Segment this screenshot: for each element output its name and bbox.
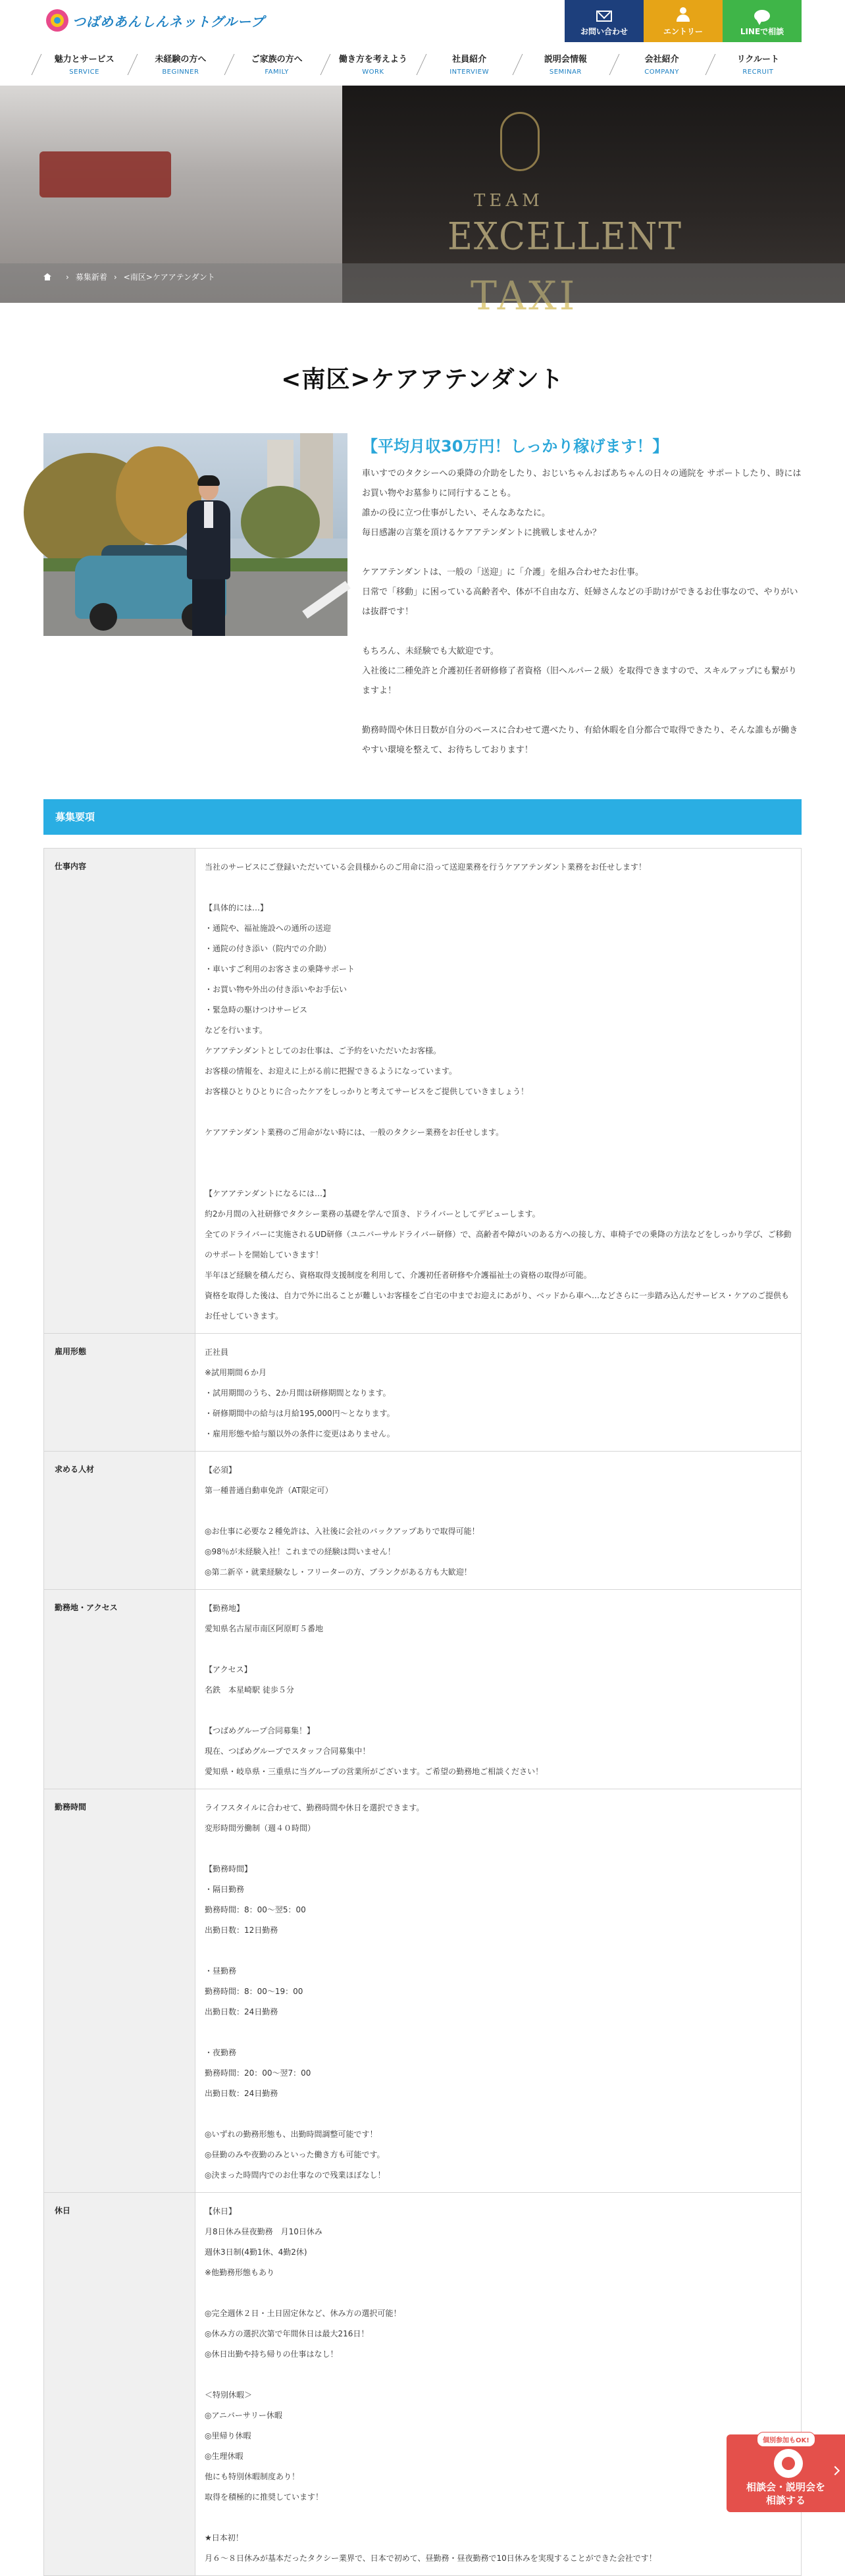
requirements-line: ケアアテンダントとしてのお仕事は、ご予約をいただいたお客様。 — [205, 1046, 442, 1055]
requirements-line: ◎98％が未経験入社！これまでの経験は問いません！ — [205, 1547, 396, 1556]
site-logo[interactable] — [46, 9, 265, 32]
breadcrumb-separator: › — [113, 272, 117, 282]
requirements-label: 勤務地・アクセス — [44, 1590, 195, 1789]
requirements-line: ◎昼勤のみや夜勤のみといった働き方も可能です。 — [205, 2150, 385, 2159]
nav-item-interview[interactable] — [421, 47, 517, 80]
breadcrumb-item[interactable]: 募集新着 — [75, 273, 107, 282]
requirements-line — [205, 2104, 792, 2124]
requirements-table-body — [44, 849, 802, 2576]
nav-label: ご家族の方へ — [251, 55, 303, 65]
breadcrumb — [43, 271, 215, 282]
nav-sublabel: RECRUIT — [742, 68, 774, 76]
requirements-line: 当社のサービスにご登録いただいている会員様からのご用命に沿って送迎業務を行うケアアテンダント業務をお任せします！ — [205, 862, 647, 872]
requirements-row — [44, 1334, 802, 1452]
requirements-line: ・研修期間中の給与は月給195,000円～となります。 — [205, 1409, 395, 1418]
nav-sublabel: SERVICE — [69, 68, 99, 76]
logo-text: つばめあんしんネットグループ — [72, 13, 265, 30]
contact-button-label: お問い合わせ — [580, 27, 628, 36]
cta-label — [727, 2481, 845, 2507]
requirements-line: ◎第二新卒・就業経験なし・フリーターの方、ブランクがある方も大歓迎！ — [205, 1567, 472, 1577]
requirements-line: 半年ほど経験を積んだら、資格取得支援制度を利用して、介護初任者研修や介護福祉士の資格の取得が可能。 — [205, 1271, 592, 1280]
requirements-line: 【つばめグループ合同募集！】 — [205, 1726, 315, 1735]
requirements-line: 【必須】 — [205, 1465, 237, 1475]
requirements-line: 【勤務地】 — [205, 1604, 245, 1613]
requirements-line: ◎決まった時間内でのお仕事なので残業ほぼなし！ — [205, 2170, 386, 2180]
requirements-line: ・昼勤務 — [205, 1966, 237, 1976]
requirements-line: 週休3日制(4勤1休、4勤2休) — [205, 2247, 307, 2257]
requirements-line: ◎アニバーサリー休暇 — [205, 2411, 282, 2420]
breadcrumb-current: <南区>ケアアテンダント — [123, 273, 215, 282]
logo-mark-icon — [46, 9, 68, 32]
requirements-line: ライフスタイルに合わせて、勤務時間や休日を選択できます。 — [205, 1803, 424, 1812]
intro-paragraph: 勤務時間や休日日数が自分のペースに合わせて選べたり、有給休暇を自分都合で取得できたり、そんな誰もが働きやすい環境を整えて、お待ちしております！ — [362, 725, 798, 755]
intro-paragraph: 車いすでのタクシーへの乗降の介助をしたり、おじいちゃんおばあちゃんの日々の通院を サポートしたり、時にはお買い物やお墓参りに同行することも。 — [362, 469, 802, 498]
nav-item-family[interactable] — [229, 47, 325, 80]
cta-label-line: 相談する — [765, 2494, 806, 2506]
global-nav — [36, 47, 806, 80]
requirements-line: 【具体的には…】 — [205, 903, 269, 912]
requirements-label: 仕事内容 — [44, 849, 195, 1334]
requirements-line: 現在、つばめグループでスタッフ合同募集中！ — [205, 1747, 371, 1756]
nav-label: 働き方を考えよう — [338, 55, 407, 65]
requirements-line: ◎休み方の選択次第で年間休日は最大216日！ — [205, 2329, 369, 2338]
consult-icon — [774, 2449, 803, 2478]
requirements-row — [44, 1452, 802, 1590]
requirements-value — [195, 1334, 802, 1452]
intro-paragraph — [362, 701, 802, 721]
requirements-line: 月６～８日休みが基本だったタクシー業界で、日本で初めて、昼勤務・昼夜勤務で10日休みを実現することができた会社です！ — [205, 2554, 657, 2563]
nav-label: 魅力とサービス — [54, 55, 115, 65]
nav-label: 社員紹介 — [452, 55, 487, 65]
requirements-label: 雇用形態 — [44, 1334, 195, 1452]
requirements-line: 取得を積極的に推奨しています！ — [205, 2492, 324, 2502]
intro-paragraph: もちろん、未経験でも大歓迎です。 — [362, 646, 499, 656]
requirements-line: ※試用期間６か月 — [205, 1368, 267, 1377]
requirements-line: 出勤日数：24日勤務 — [205, 2007, 278, 2016]
requirements-value — [195, 1789, 802, 2193]
requirements-line — [205, 878, 792, 898]
requirements-line: 愛知県・岐阜県・三重県に当グループの営業所がございます。ご希望の勤務地ご相談ください！ — [205, 1767, 544, 1776]
requirements-line: ◎完全週休２日・土日固定休など、休み方の選択可能！ — [205, 2309, 401, 2318]
requirements-line: ・試用期間のうち、2か月間は研修期間となります。 — [205, 1388, 391, 1398]
photo-tree — [241, 486, 320, 558]
requirements-line: ◎いずれの勤務形態も、出勤時間調整可能です！ — [205, 2130, 378, 2139]
requirements-row — [44, 1590, 802, 1789]
requirements-line: 変形時間労働制（週４０時間） — [205, 1824, 316, 1833]
driver-hair — [197, 475, 220, 486]
requirements-line — [205, 2022, 792, 2043]
requirements-line — [205, 1102, 792, 1122]
intro-paragraph: ケアアテンダントは、一般の「送迎」に「介護」を組み合わせたお仕事。 — [362, 567, 644, 577]
requirements-line: 他にも特別休暇制度あり！ — [205, 2472, 300, 2481]
requirements-label: 求める人材 — [44, 1452, 195, 1590]
nav-item-company[interactable] — [614, 47, 710, 80]
requirements-line — [205, 1501, 792, 1521]
requirements-line: ◎お仕事に必要な２種免許は、入社後に会社のバックアップありで取得可能！ — [205, 1527, 480, 1536]
requirements-value — [195, 1590, 802, 1789]
requirements-line: ・夜勤務 — [205, 2048, 237, 2057]
requirements-line: 【アクセス】 — [205, 1665, 252, 1674]
requirements-value — [195, 1452, 802, 1590]
requirements-line — [205, 2365, 792, 2385]
requirements-line: ・通院や、福祉施設への通所の送迎 — [205, 924, 331, 933]
requirements-label: 勤務時間 — [44, 1789, 195, 2193]
requirements-line: 出勤日数：12日勤務 — [205, 1926, 278, 1935]
cta-badge: 個別参加もOK! — [757, 2432, 815, 2447]
requirements-line: ・隔日勤務 — [205, 1885, 245, 1894]
requirements-line: ・お買い物や外出の付き添いやお手伝い — [205, 985, 347, 994]
requirements-line: お客様の情報を、お迎えに上がる前に把握できるようになっています。 — [205, 1066, 457, 1076]
chat-bubble-icon — [754, 10, 770, 22]
line-button[interactable] — [723, 0, 802, 42]
nav-item-recruit[interactable] — [710, 47, 806, 80]
requirements-line: 勤務時間：20：00～翌7：00 — [205, 2068, 311, 2078]
requirements-line: ★日本初！ — [205, 2533, 243, 2542]
requirements-line: ケアアテンダント業務のご用命がない時には、一般のタクシー業務をお任せします。 — [205, 1128, 504, 1137]
intro-paragraph: 入社後に二種免許と介護初任者研修修了者資格（旧ヘルパー２級）を取得できますので、スキルアップにも繋がりますよ！ — [362, 666, 797, 696]
requirements-line: 正社員 — [205, 1348, 229, 1357]
requirements-line: 【勤務時間】 — [205, 1864, 253, 1874]
person-icon — [676, 7, 690, 22]
requirements-line — [205, 1839, 792, 1859]
requirements-line: 愛知県名古屋市南区阿原町５番地 — [205, 1624, 324, 1633]
nav-sublabel: FAMILY — [265, 68, 289, 76]
intro-paragraph: 日常で「移動」に困っている高齢者や、体が不自由な方、妊婦さんなどの手助けができるお仕事なので、やりがいは抜群です！ — [362, 587, 798, 617]
line-button-label: LINEで相談 — [740, 27, 784, 36]
nav-sublabel: INTERVIEW — [449, 68, 489, 76]
site-header — [0, 0, 845, 86]
requirements-row — [44, 1789, 802, 2193]
requirements-table — [43, 848, 802, 2576]
requirements-line: ◎里帰り休暇 — [205, 2431, 251, 2440]
nav-sublabel: COMPANY — [644, 68, 680, 76]
requirements-row — [44, 2193, 802, 2576]
nav-sublabel: BEGINNER — [162, 68, 199, 76]
requirements-line: 勤務時間：8：00～19：00 — [205, 1987, 303, 1996]
requirements-line: ・通院の付き添い（院内での介助） — [205, 944, 332, 953]
header-actions — [565, 0, 802, 42]
requirements-value — [195, 2193, 802, 2576]
nav-label: 説明会情報 — [544, 55, 587, 65]
nav-label: リクルート — [736, 55, 780, 65]
requirements-line: ※他勤務形態もあり — [205, 2268, 275, 2277]
requirements-line: 全てのドライバーに実施されるUD研修（ユニバーサルドライバー研修）で、高齢者や障がいのある方への接し方、車椅子での乗降の方法などをしっかり学び、ご移動のサポートを開始していきます！ — [205, 1230, 792, 1259]
page-title: <南区>ケアアテンダント — [281, 366, 564, 393]
requirements-line — [205, 2283, 792, 2303]
nav-item-seminar[interactable] — [517, 47, 613, 80]
intro-section — [362, 433, 802, 760]
photo-wheel — [90, 603, 117, 631]
home-icon[interactable] — [43, 273, 51, 280]
cta-label-line: 相談会・説明会を — [746, 2481, 825, 2493]
requirements-line: ◎生理休暇 — [205, 2452, 243, 2461]
requirements-line: 第一種普通自動車免許（AT限定可） — [205, 1486, 333, 1495]
hero-emblem-text: TAXI — [471, 273, 578, 319]
nav-item-service[interactable] — [36, 47, 132, 80]
requirements-line — [205, 1143, 792, 1163]
nav-label: 会社紹介 — [644, 55, 679, 65]
driver-shirt — [204, 502, 213, 528]
driver-legs — [192, 579, 225, 636]
requirements-line — [205, 1639, 792, 1660]
requirements-line: 【休日】 — [205, 2207, 237, 2216]
breadcrumb-separator: › — [66, 272, 69, 282]
intro-paragraph — [362, 622, 802, 642]
requirements-label: 休日 — [44, 2193, 195, 2576]
hero-banner — [0, 86, 845, 319]
requirements-line: ◎休日出勤や持ち帰りの仕事はなし！ — [205, 2350, 338, 2359]
hero-emblem-icon — [500, 112, 540, 171]
requirements-line: 月8日休み昼夜勤務 月10日休み — [205, 2227, 322, 2236]
requirements-value — [195, 849, 802, 1334]
nav-item-beginner[interactable] — [132, 47, 228, 80]
intro-heading: 【平均月収30万円！しっかり稼げます！】 — [362, 437, 669, 456]
requirements-row — [44, 849, 802, 1334]
hero-emblem-text: TEAM — [474, 191, 544, 211]
breadcrumb-bar — [0, 263, 845, 303]
requirements-line: 資格を取得した後は、自力で外に出ることが難しいお客様をご自宅の中までお迎えにあがり、ベッドから車へ…などさらに一歩踏み込んだサービス・ケアのご提供もお任せしていきます。 — [205, 1291, 790, 1321]
intro-paragraph — [362, 543, 802, 563]
requirements-line — [205, 1700, 792, 1721]
seminar-consult-button[interactable] — [727, 2434, 845, 2512]
requirements-line: ・雇用形態や給与額以外の条件に変更はありません。 — [205, 1429, 395, 1438]
entry-button[interactable] — [644, 0, 723, 42]
requirements-line: 【ケアアテンダントになるには…】 — [205, 1189, 331, 1198]
requirements-line: ・緊急時の駆けつけサービス — [205, 1005, 308, 1014]
requirements-line: ＜特別休暇＞ — [205, 2390, 253, 2400]
hero-taillight — [39, 151, 171, 197]
chevron-right-icon — [831, 2466, 840, 2475]
requirements-line: お客様ひとりひとりに合ったケアをしっかりと考えてサービスをご提供していきましょう！ — [205, 1087, 529, 1096]
nav-sublabel: SEMINAR — [549, 68, 582, 76]
requirements-line — [205, 1163, 792, 1184]
nav-label: 未経験の方へ — [155, 55, 207, 65]
intro-paragraph: 毎日感謝の言葉を頂けるケアアテンダントに挑戦しませんか？ — [362, 528, 601, 538]
mail-icon — [596, 11, 612, 22]
requirements-line: 名鉄 本星崎駅 徒歩５分 — [205, 1685, 294, 1695]
requirements-line — [205, 2508, 792, 2528]
nav-item-work[interactable] — [325, 47, 421, 80]
hero-emblem-text: EXCELLENT — [448, 215, 683, 259]
job-photo — [43, 433, 347, 636]
requirements-line: などを行います。 — [205, 1026, 268, 1035]
intro-paragraph: 誰かの役に立つ仕事がしたい、そんなあなたに。 — [362, 508, 551, 518]
photo-driver — [182, 477, 234, 636]
requirements-line — [205, 1941, 792, 1961]
nav-sublabel: WORK — [362, 68, 384, 76]
requirements-heading: 募集要項 — [43, 799, 802, 835]
requirements-line: 勤務時間：8：00～翌5：00 — [205, 1905, 306, 1914]
contact-button[interactable] — [565, 0, 644, 42]
requirements-line: 出勤日数：24日勤務 — [205, 2089, 278, 2098]
requirements-line: 約2か月間の入社研修でタクシー業務の基礎を学んで頂き、ドライバーとしてデビューします。 — [205, 1209, 540, 1219]
requirements-line: ・車いすご利用のお客さまの乗降サポート — [205, 964, 355, 974]
entry-button-label: エントリー — [663, 27, 703, 36]
